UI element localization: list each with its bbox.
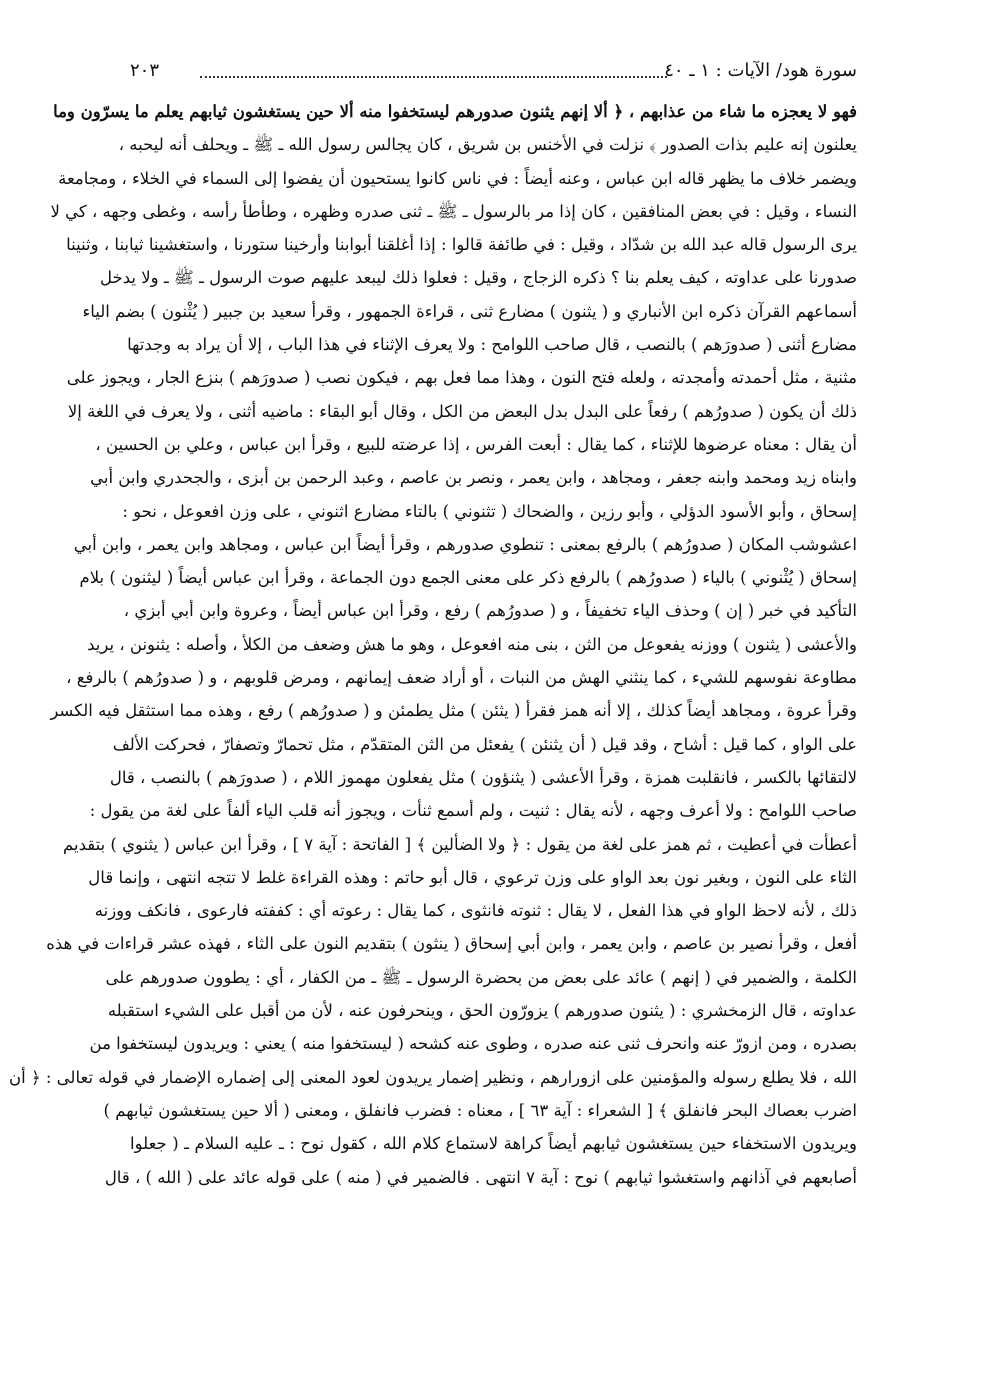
text-line: ذلك ، لأنه لاحظ الواو في هذا الفعل ، لا يقال : ثنوته فانثوى ، كما يقال : رعوته أي : كففته فارعوى ، فانكف ووزنه xyxy=(94,901,857,921)
text-line: عداوته ، قال الزمخشري : ( يثنون صدورهم ) يزورّون الحق ، وينحرفون عنه ، لأن من أقبل على الشيء استقبله xyxy=(107,1001,857,1021)
text-line: أفعل ، وقرأ نصير بن عاصم ، وابن يعمر ، وابن أبي إسحاق ( ينثون ) بتقديم النون على الثاء ، فهذه عشر قراءات في هذه xyxy=(46,934,857,954)
text-line: الثاء على النون ، وبغير نون بعد الواو على وزن ترعوي ، قال أبو حاتم : وهذه القراءة غلط لا تتجه انتهى ، وإنما قال xyxy=(88,867,857,887)
text-line: وابناه زيد ومحمد وابنه جعفر ، ومجاهد ، وابن يعمر ، ونصر بن عاصم ، وعبد الرحمن بن أبزى ، والجحدري وابن أبي xyxy=(90,468,857,488)
text-line: الله ، فلا يطلع رسوله والمؤمنين على ازورارهم ، ونظير إضمار يريدون لعود المعنى إلى إضماره الإضمار في قوله تعالى : ﴿ أن xyxy=(9,1067,857,1087)
text-line: يعلنون إنه عليم بذات الصدور ﴾ نزلت في الأخنس بن شريق ، كان يجالس رسول الله ـ ﷺ ـ ويحلف أنه ليحبه ، xyxy=(118,135,857,155)
text-line: النساء ، وقيل : في بعض المنافقين ، كان إذا مر بالرسول ـ ﷺ ـ ثنى صدره وظهره ، وطأطأ رأسه ، وغطى وجهه ، كي لا xyxy=(50,201,857,221)
text-line: أعطأت في أعطيت ، ثم همز على لغة من يقول : ﴿ ولا الضألين ﴾ [ الفاتحة : آية ٧ ] ، وقرأ ابن عباس ( يثنوي ) بتقديم xyxy=(63,834,857,854)
text-line: اعشوشب المكان ( صدورُهم ) بالرفع بمعنى : تنطوي صدورهم ، وقرأ أيضاً ابن عباس ، ومجاهد وابن يعمر ، وابن أبي xyxy=(73,534,857,554)
text-line: على الواو ، كما قيل : أشاح ، وقد قيل ( أن يثنئن ) يفعئل من الثن المتقدّم ، مثل تحمارّ وتصفارّ ، فحركت الألف xyxy=(112,734,857,754)
text-line: يرى الرسول قاله عبد الله بن شدّاد ، وقيل : في طائفة قالوا : إذا أغلقنا أبوابنا وأرخينا ستورنا ، واستغشينا ثيابنا ، وثنينا xyxy=(66,235,857,255)
text-line: صدورنا على عداوته ، كيف يعلم بنا ؟ ذكره الزجاج ، وقيل : فعلوا ذلك ليبعد عليهم صوت الرسول ـ ﷺ ـ ولا يدخل xyxy=(100,268,857,288)
text-line: لالتقائها بالكسر ، فانقلبت همزة ، وقرأ الأعشى ( يثنؤون ) مثل يفعلون مهموز اللام ، ( صدورَهم ) بالنصب ، قال xyxy=(109,767,857,787)
text-line: ويريدون الاستخفاء حين يستغشون ثيابهم أيضاً كراهة لاستماع كلام الله ، كقول نوح : ـ عليه السلام ـ ( جعلوا xyxy=(130,1134,857,1154)
text-line: والأعشى ( يثنون ) ووزنه يفعوعل من الثن ، بنى منه افعوعل ، وهو ما هش وضعف من الكلأ ، وأصله : يثنونن ، يريد xyxy=(87,634,857,654)
text-line: إسحاق ، وأبو الأسود الدؤلي ، وأبو رزين ، والضحاك ( تثنوني ) بالتاء مضارع اثنوني ، على وزن افعوعل ، نحو : xyxy=(122,501,857,521)
header-dotted-leader xyxy=(200,76,667,78)
text-line: اضرب بعصاك البحر فانفلق ﴾ [ الشعراء : آية ٦٣ ] ، معناه : فضرب فانفلق ، ومعنى ( ألا حين يستغشون ثيابهم ) xyxy=(103,1100,857,1120)
text-line: فهو لا يعجزه ما شاء من عذابهم ، ﴿ ألا إنهم يثنون صدورهم ليستخفوا منه ألا حين يستغشون ثيابهم يعلم ما يسرّون وما xyxy=(53,102,857,121)
text-line: ذلك أن يكون ( صدورُهم ) رفعاً على البدل بدل البعض من الكل ، وقال أبو البقاء : ماضيه أثنى ، ولا يعرف في اللغة إلا xyxy=(67,401,857,421)
text-line: صاحب اللوامح : ولا أعرف وجهه ، لأنه يقال : ثنيت ، ولم أسمع ثنأت ، ويجوز أنه قلب الياء ألفاً على لغة من يقول : xyxy=(89,801,857,821)
text-line: أن يقال : معناه عرضوها للإثناء ، كما يقال : أبعت الفرس ، إذا عرضته للبيع ، وقرأ ابن عباس ، وعلي بن الحسين ، xyxy=(95,434,857,454)
text-line: وقرأ عروة ، ومجاهد أيضاً كذلك ، إلا أنه همز فقرأ ( يثئن ) مثل يطمئن و ( صدورُهم ) رفع ، وهذه مما استثقل فيه الكسر xyxy=(50,701,857,721)
header-title: سورة هود/ الآيات : ١ ـ ٤٠ xyxy=(664,60,857,81)
page-number: ٢٠٣ xyxy=(130,60,160,81)
text-line: الكلمة ، والضمير في ( إنهم ) عائد على بعض من بحضرة الرسول ـ ﷺ ـ من الكفار ، أي : يطوون صدورهم على xyxy=(105,967,857,987)
text-line: أسماعهم القرآن ذكره ابن الأنباري و ( يثنون ) مضارع ثنى ، قراءة الجمهور ، وقرأ سعيد بن جبير ( يُثْنون ) بضم الياء xyxy=(82,301,857,321)
text-line: مطاوعة نفوسهم للشيء ، كما ينثني الهش من النبات ، أو أراد ضعف إيمانهم ، ومرض قلوبهم ، و ( صدورُهم ) بالرفع ، xyxy=(66,668,857,688)
text-line: مثنية ، مثل أحمدته وأمجدته ، ولعله فتح النون ، وهذا مما فعل بهم ، فيكون نصب ( صدورَهم ) بنزع الجار ، ويجوز على xyxy=(66,368,857,388)
text-line: التأكيد في خبر ( إن ) وحذف الياء تخفيفاً ، و ( صدورُهم ) رفع ، وقرأ ابن عباس أيضاً ، وعروة وابن أبي أبزي ، xyxy=(123,601,857,621)
text-line: بصدره ، ومن ازورّ عنه وانحرف ثنى عنه صدره ، وطوى عنه كشحه ( ليستخفوا منه ) يعني : ويريدون ليستخفوا من xyxy=(89,1034,857,1054)
text-line: أصابعهم في آذانهم واستغشوا ثيابهم ) نوح : آية ٧ انتهى . فالضمير في ( منه ) على قوله عائد على ( الله ) ، قال xyxy=(104,1167,857,1187)
text-line: ويضمر خلاف ما يظهر قاله ابن عباس ، وعنه أيضاً : في ناس كانوا يستحيون أن يفضوا إلى السماء في الخلاء ، ومجامعة xyxy=(58,168,857,188)
text-line: إسحاق ( يُثْنوني ) بالياء ( صدورُهم ) بالرفع ذكر على معنى الجمع دون الجماعة ، وقرأ ابن عباس أيضاً ( ليثنون ) بلام xyxy=(79,568,857,588)
body-text xyxy=(9,95,857,1194)
text-line: مضارع أثنى ( صدورَهم ) بالنصب ، قال صاحب اللوامح : ولا يعرف الإثناء في هذا الباب ، إلا أن يراد به وجدتها xyxy=(127,335,857,355)
running-header xyxy=(130,56,857,90)
